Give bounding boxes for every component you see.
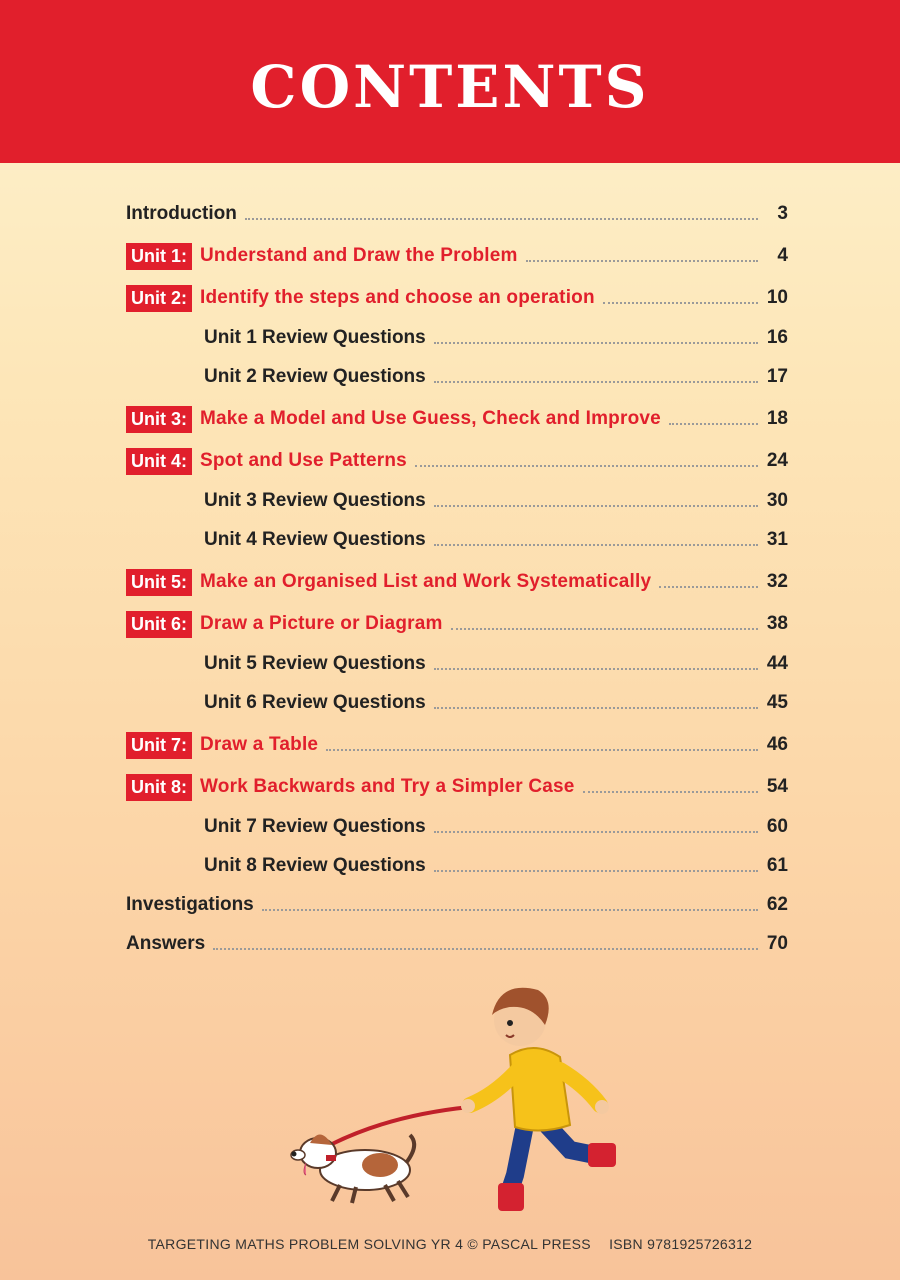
toc-page-number: 45: [766, 692, 788, 713]
toc-title: Unit 6 Review Questions: [204, 692, 426, 713]
toc-title: Unit 7 Review Questions: [204, 816, 426, 837]
unit-title: Make a Model and Use Guess, Check and Improve: [200, 408, 661, 429]
toc-row-unit-4-review[interactable]: [204, 525, 788, 555]
toc-title: Investigations: [126, 894, 254, 915]
unit-badge: Unit 2:: [126, 285, 192, 312]
toc-title: Unit 2 Review Questions: [204, 366, 426, 387]
toc-row-unit-8[interactable]: [126, 772, 788, 802]
dot-leader: [434, 544, 758, 546]
unit-badge: Unit 3:: [126, 406, 192, 433]
boy-walking-dog-illustration: [270, 975, 640, 1215]
toc-page-number: 3: [777, 203, 788, 224]
unit-title: Make an Organised List and Work Systematically: [200, 571, 652, 592]
dot-leader: [213, 948, 758, 950]
unit-badge: Unit 5:: [126, 569, 192, 596]
toc-row-unit-6-review[interactable]: [204, 688, 788, 718]
dot-leader: [434, 668, 758, 670]
toc-page-number: 4: [777, 245, 788, 266]
unit-title: Understand and Draw the Problem: [200, 245, 518, 266]
dot-leader: [434, 381, 758, 383]
leash-icon: [330, 1107, 470, 1145]
dot-leader: [434, 505, 758, 507]
dot-leader: [434, 870, 758, 872]
toc-page-number: 30: [766, 490, 788, 511]
unit-badge: Unit 8:: [126, 774, 192, 801]
toc-page-number: 31: [766, 529, 788, 550]
toc-title: Answers: [126, 933, 206, 954]
unit-badge: Unit 4:: [126, 448, 192, 475]
toc-row-answers[interactable]: [126, 929, 788, 959]
toc-title: Unit 3 Review Questions: [204, 490, 426, 511]
toc-title: Introduction: [126, 203, 237, 224]
toc-page-number: 60: [766, 816, 788, 837]
toc-title: Unit 4 Review Questions: [204, 529, 426, 550]
toc-title: Unit 1 Review Questions: [204, 327, 426, 348]
toc-page-number: 61: [766, 855, 788, 876]
footer: [0, 1236, 900, 1252]
toc-page-number: 70: [766, 933, 788, 954]
footer-publication: TARGETING MATHS PROBLEM SOLVING YR 4 © PASCAL PRESS: [147, 1236, 591, 1252]
toc-page-number: 10: [766, 287, 788, 308]
toc-row-unit-5-review[interactable]: [204, 649, 788, 679]
toc-row-unit-6[interactable]: [126, 609, 788, 639]
toc-page-number: 46: [766, 734, 788, 755]
toc-row-investigations[interactable]: [126, 890, 788, 920]
dot-leader: [669, 423, 758, 425]
dot-leader: [262, 909, 758, 911]
boy-icon: [461, 988, 616, 1211]
toc-row-unit-2-review[interactable]: [204, 362, 788, 392]
unit-badge: Unit 6:: [126, 611, 192, 638]
unit-title: Spot and Use Patterns: [200, 450, 407, 471]
unit-badge: Unit 7:: [126, 732, 192, 759]
toc-title: Unit 8 Review Questions: [204, 855, 426, 876]
toc-row-unit-3-review[interactable]: [204, 486, 788, 516]
dot-leader: [583, 791, 758, 793]
unit-title: Identify the steps and choose an operation: [200, 287, 595, 308]
dot-leader: [245, 218, 758, 220]
dot-leader: [415, 465, 758, 467]
dot-leader: [434, 342, 758, 344]
toc-page-number: 32: [766, 571, 788, 592]
toc-row-unit-7[interactable]: [126, 730, 788, 760]
dot-leader: [434, 831, 758, 833]
dot-leader: [451, 628, 758, 630]
toc-page-number: 24: [766, 450, 788, 471]
toc-row-unit-4[interactable]: [126, 446, 788, 476]
dot-leader: [526, 260, 758, 262]
toc-page-number: 16: [766, 327, 788, 348]
toc-row-unit-1-review[interactable]: [204, 323, 788, 353]
toc-page-number: 17: [766, 366, 788, 387]
header-banner: [0, 0, 900, 163]
toc-page-number: 44: [766, 653, 788, 674]
toc-row-unit-3[interactable]: [126, 404, 788, 434]
toc-row-unit-7-review[interactable]: [204, 812, 788, 842]
dot-leader: [434, 707, 758, 709]
unit-title: Draw a Table: [200, 734, 319, 755]
unit-title: Draw a Picture or Diagram: [200, 613, 443, 634]
toc-row-unit-2[interactable]: [126, 283, 788, 313]
toc-page-number: 38: [766, 613, 788, 634]
dot-leader: [603, 302, 758, 304]
toc-row-introduction[interactable]: [126, 199, 788, 229]
unit-badge: Unit 1:: [126, 243, 192, 270]
dot-leader: [326, 749, 758, 751]
footer-isbn: ISBN 9781925726312: [609, 1236, 753, 1252]
toc-page-number: 18: [766, 408, 788, 429]
toc-title: Unit 5 Review Questions: [204, 653, 426, 674]
toc-row-unit-1[interactable]: [126, 241, 788, 271]
unit-title: Work Backwards and Try a Simpler Case: [200, 776, 575, 797]
toc-page-number: 62: [766, 894, 788, 915]
toc-row-unit-5[interactable]: [126, 567, 788, 597]
dot-leader: [659, 586, 758, 588]
page-title: CONTENTS: [250, 53, 650, 121]
toc-row-unit-8-review[interactable]: [204, 851, 788, 881]
dog-icon: [291, 1134, 414, 1203]
toc-page-number: 54: [766, 776, 788, 797]
